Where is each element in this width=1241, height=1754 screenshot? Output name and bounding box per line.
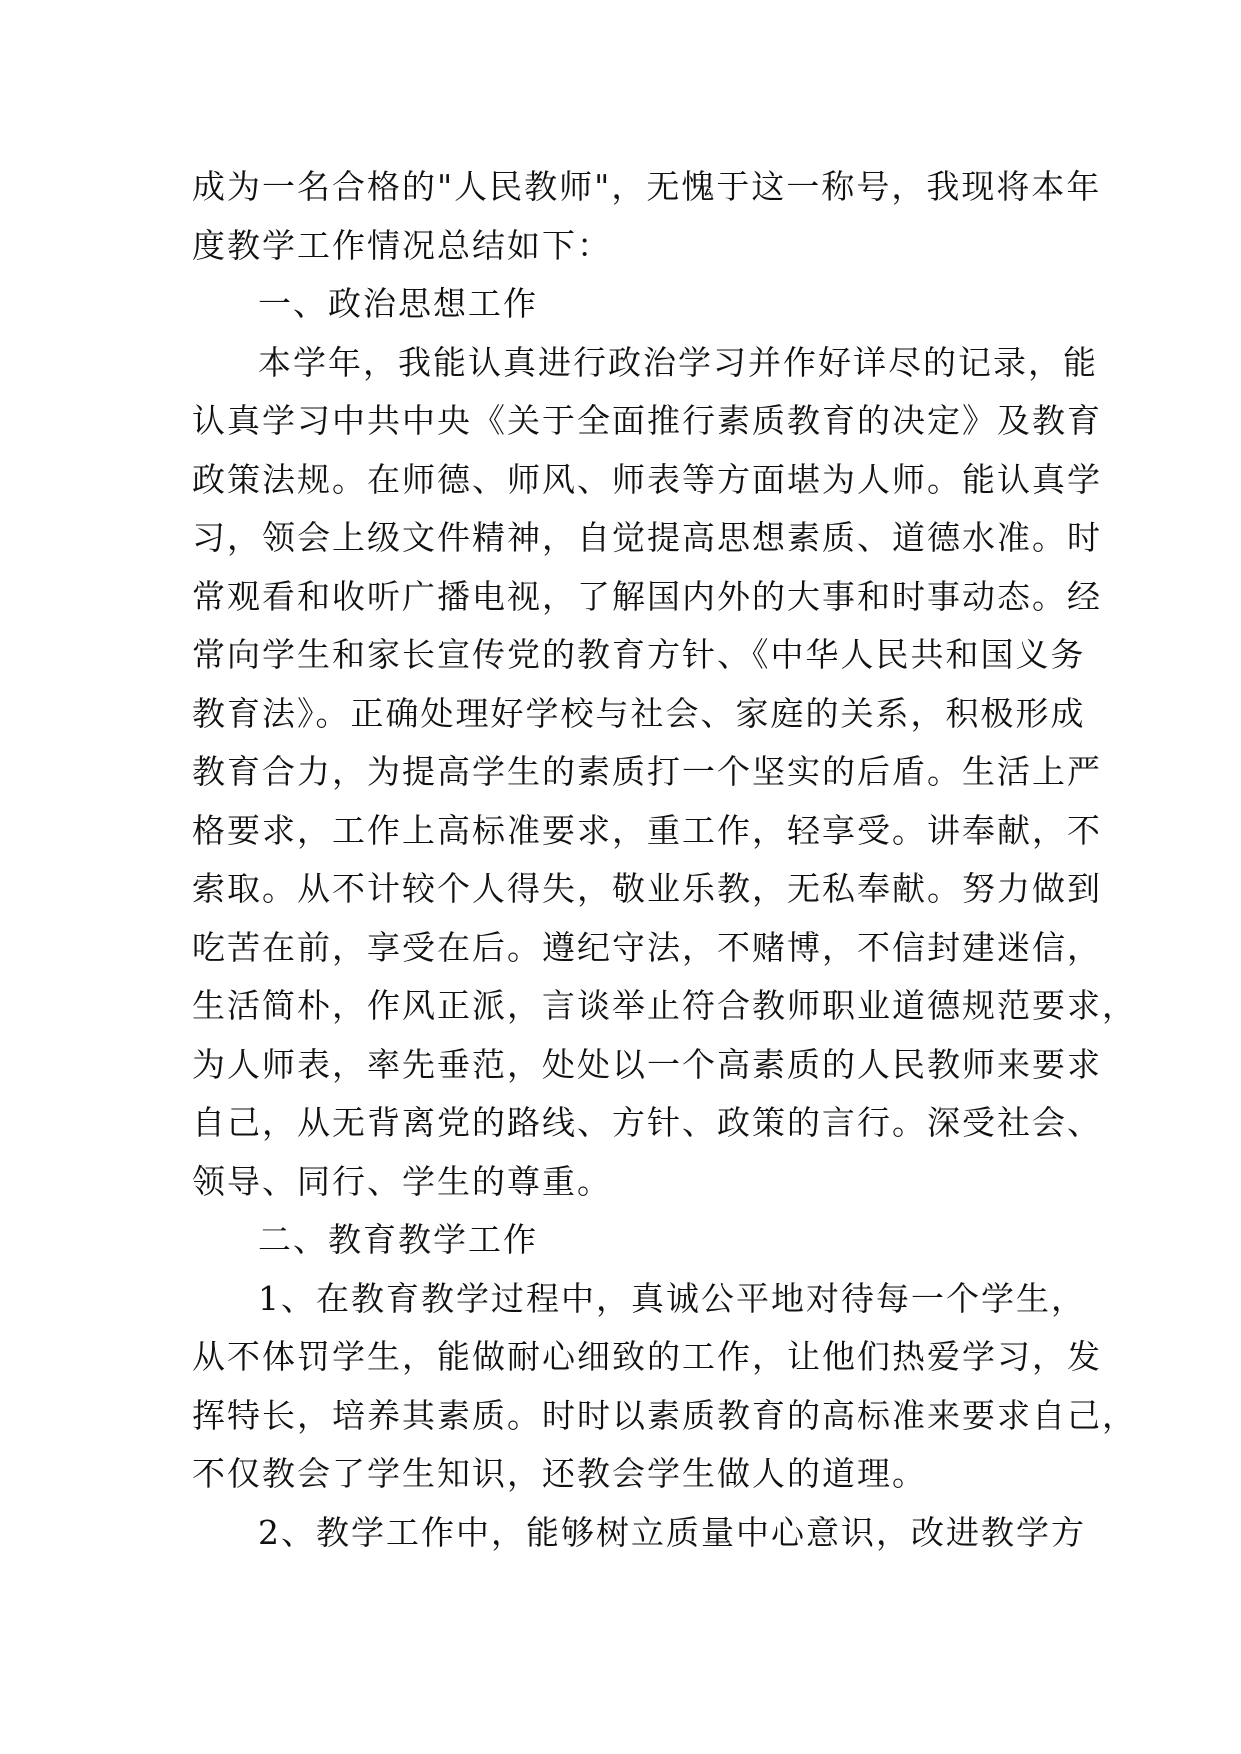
text-line-13: 索取。从不计较个人得失，敬业乐教，无私奉献。努力做到 (192, 869, 1102, 908)
text-line-16: 为人师表，率先垂范，处处以一个高素质的人民教师来要求 (192, 1044, 1102, 1084)
text-line-15: 生活简朴，作风正派，言谈举止符合教师职业道德规范要求， (192, 986, 1137, 1025)
document-body (192, 158, 1137, 1562)
text-line-8: 常观看和收听广播电视，了解国内外的大事和时事动态。经 (192, 576, 1102, 616)
text-line-17: 自己，从无背离党的路线、方针、政策的言行。深受社会、 (192, 1103, 1102, 1142)
text-line-24: 2、教学工作中，能够树立质量中心意识，改进教学方 (258, 1512, 1086, 1552)
text-line-9: 常向学生和家长宣传党的教育方针、《中华人民共和国义务 (192, 635, 1086, 674)
text-line-12: 格要求，工作上高标准要求，重工作，轻享受。讲奉献，不 (192, 810, 1102, 850)
text-line-14: 吃苦在前，享受在后。遵纪守法，不赌博，不信封建迷信， (192, 927, 1102, 967)
text-line-21: 从不体罚学生，能做耐心细致的工作，让他们热爱学习，发 (192, 1337, 1102, 1376)
text-line-10: 教育法》。正确处理好学校与社会、家庭的关系，积极形成 (192, 693, 1086, 733)
text-line-4: 本学年，我能认真进行政治学习并作好详尽的记录，能 (258, 342, 1098, 382)
text-line-6: 政策法规。在师德、师风、师表等方面堪为人师。能认真学 (192, 459, 1102, 499)
text-line-18: 领导、同行、学生的尊重。 (192, 1161, 612, 1201)
text-line-22: 挥特长，培养其素质。时时以素质教育的高标准来要求自己， (192, 1395, 1137, 1435)
text-line-2: 度教学工作情况总结如下： (192, 225, 612, 265)
text-line-20: 1、在教育教学过程中，真诚公平地对待每一个学生， (258, 1278, 1086, 1318)
section-heading-1: 一、政治思想工作 (258, 284, 538, 323)
section-heading-2: 二、教育教学工作 (258, 1220, 538, 1259)
text-line-7: 习，领会上级文件精神，自觉提高思想素质、道德水准。时 (192, 518, 1102, 557)
text-line-5: 认真学习中共中央《关于全面推行素质教育的决定》及教育 (192, 401, 1102, 440)
text-line-23: 不仅教会了学生知识，还教会学生做人的道理。 (192, 1454, 927, 1493)
text-line-11: 教育合力，为提高学生的素质打一个坚实的后盾。生活上严 (192, 752, 1102, 791)
text-line-1: 成为一名合格的"人民教师"，无愧于这一称号，我现将本年 (192, 167, 1102, 206)
